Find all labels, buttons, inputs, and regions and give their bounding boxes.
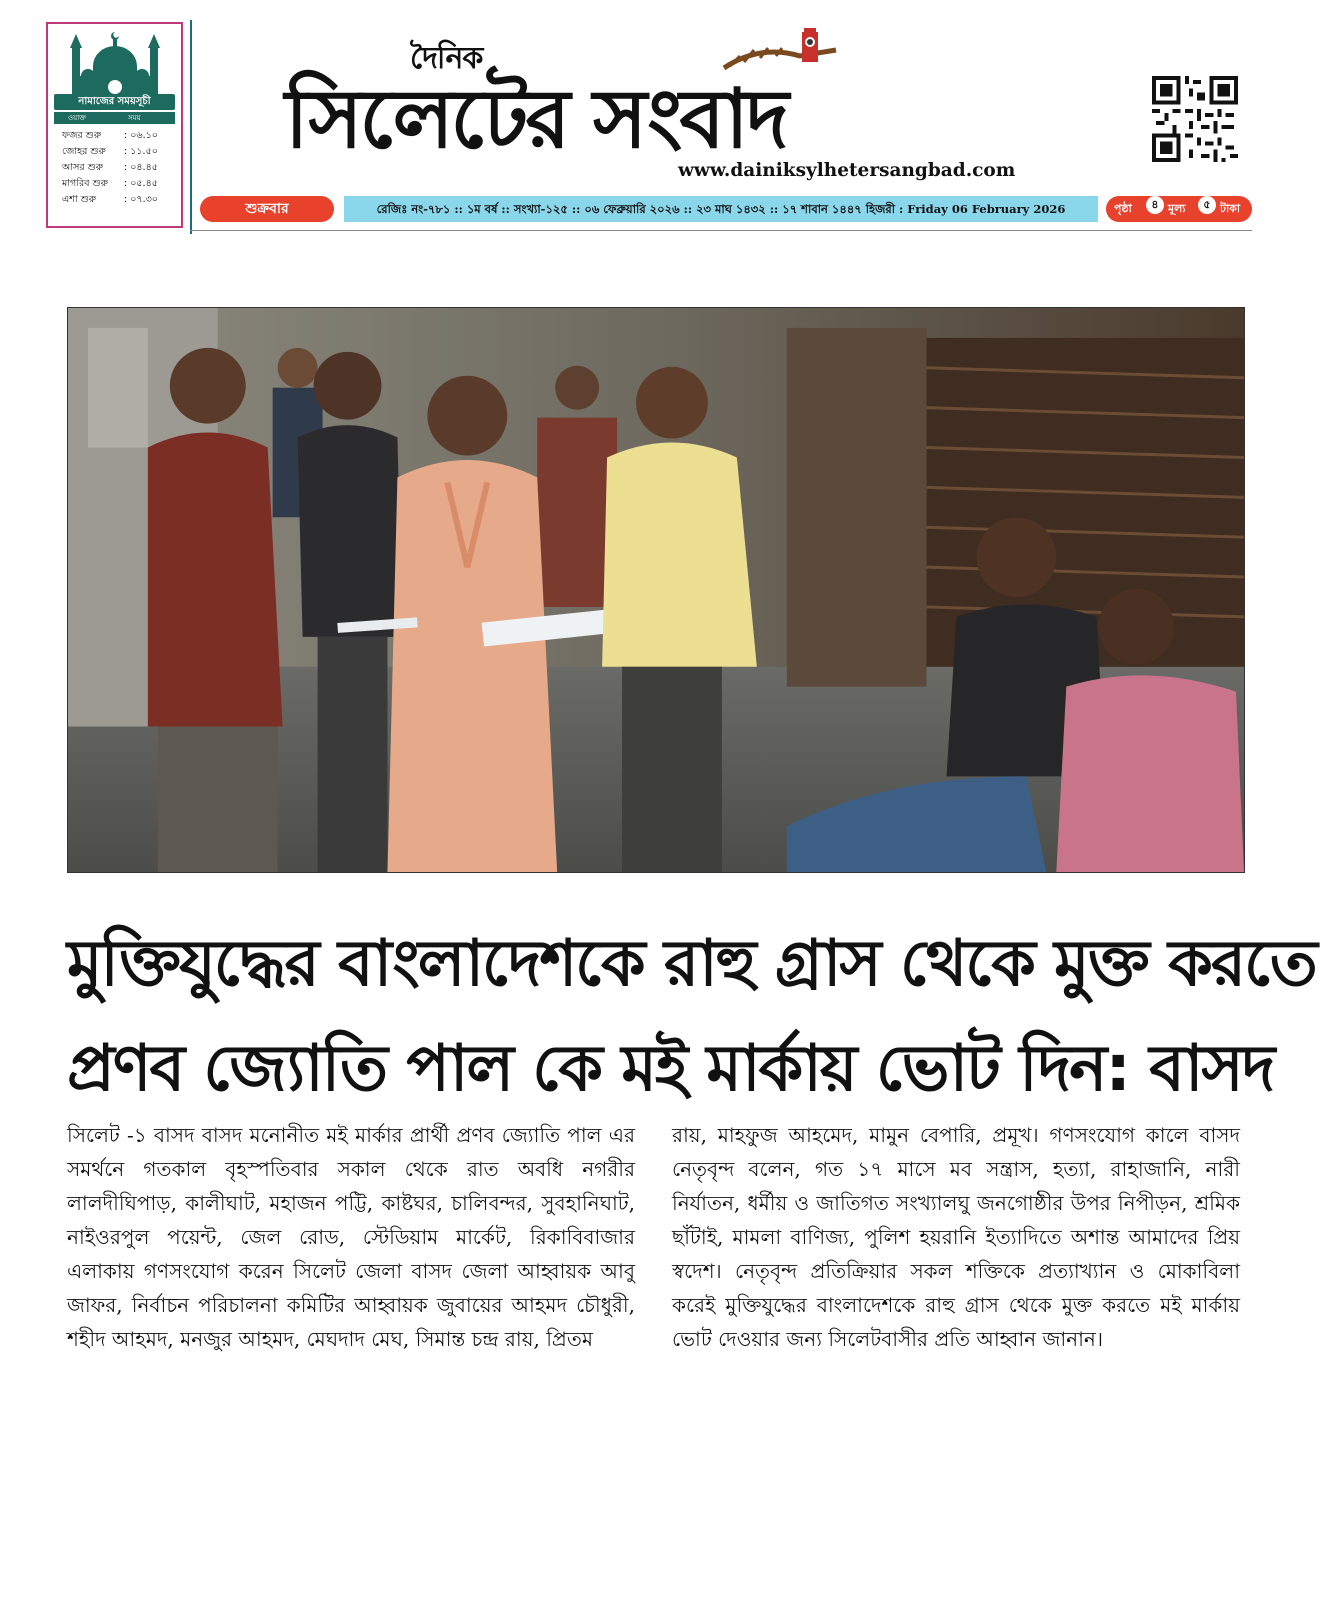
headline-line-1: মুক্তিযুদ্ধের বাংলাদেশকে রাহু গ্রাস থেকে মুক্ত করতে — [67, 927, 1316, 1001]
prayer-table-header — [54, 112, 175, 124]
prayer-row — [62, 128, 174, 144]
qr-code-icon — [1152, 76, 1238, 162]
prayer-row — [62, 176, 174, 192]
issue-info-bar: রেজিঃ নং-৭৮১ :: ১ম বর্ষ :: সংখ্যা-১২৫ :: ০৬ ফেব্রুয়ারি ২০২৬ :: ২৩ মাঘ ১৪৩২ :: ১৭ শাবান ১৪৪৭ হিজরী : Friday 06 February 2026 — [344, 196, 1098, 222]
header-divider — [190, 20, 192, 234]
header-rule — [190, 230, 1252, 231]
campaign-photo — [67, 307, 1245, 873]
pages-count: ৪ — [1146, 196, 1164, 214]
currency-label: টাকা — [1220, 202, 1241, 215]
prayer-name: ফজর শুরু — [62, 130, 102, 141]
prayer-name: মাগরিব শুরু — [62, 178, 108, 189]
prayer-row — [62, 160, 174, 176]
prayer-title: নামাজের সময়সূচী — [54, 94, 175, 110]
prayer-time: : ০৬.১০ — [124, 130, 158, 141]
prayer-time: : ০৪.৪৫ — [124, 162, 158, 173]
prayer-name: এশা শুরু — [62, 194, 97, 205]
prayer-name: আসর শুরু — [62, 162, 104, 173]
article-column-right: রায়, মাহফুজ আহমেদ, মামুন বেপারি, প্রমূখ। গণসংযোগ কালে বাসদ নেতৃবৃন্দ বলেন, গত ১৭ মাসে মব সন্ত্রাস, হত্যা, রাহাজানি, নারী নির্যাতন, ধর্মীয় ও জাতিগত সংখ্যালঘু জনগোষ্ঠীর উপর নিপীড়ন, শ্রমিক ছাঁটাই, মামলা বাণিজ্য, পুলিশ হয়রানি ইত্যাদিতে অশান্ত আমাদের প্রিয় স্বদেশ। নেতৃবৃন্দ প্রতিক্রিয়ার সকল শক্তিকে প্রত্যাখ্যান ও মোকাবিলা করেই মুক্তিযুদ্ধের বাংলাদেশকে রাহু গ্রাস থেকে মুক্ত করতে মই মার্কায় ভোট দেওয়ার জন্য সিলেটবাসীর প্রতি আহ্বান জানান। — [672, 1123, 1240, 1351]
article-column-left: সিলেট -১ বাসদ বাসদ মনোনীত মই মার্কার প্রার্থী প্রণব জ্যোতি পাল এর সমর্থনে গতকাল বৃহস্পতিবার সকাল থেকে রাত অবধি নগরীর লালদীঘিপাড়, কালীঘাট, মহাজন পট্টি, কাষ্টঘর, চালিবন্দর, সুবহানিঘাট, নাইওরপুল পয়েন্ট, জেল রোড, স্টেডিয়াম মার্কেট, রিকাবিবাজার এলাকায় গণসংযোগ করেন সিলেট জেলা বাসদ জেলা আহ্বায়ক আবু জাফর, নির্বাচন পরিচালনা কমিটির আহ্বায়ক জুবায়ের আহমদ চৌধুরী, শহীদ আহমদ, মনজুর আহমদ, মেঘদাদ মেঘ, সিমান্ত চন্দ্র রায়, প্রিতম — [67, 1123, 635, 1351]
prayer-time: : ০৫.৪৫ — [124, 178, 158, 189]
prayer-time: : ১১.৫০ — [124, 146, 158, 157]
prayer-row — [62, 144, 174, 160]
prayer-name: জোহর শুরু — [62, 146, 106, 157]
mosque-icon — [64, 30, 166, 94]
prayer-row — [62, 192, 174, 208]
headline-line-2: প্রণব জ্যোতি পাল কে মই মার্কায় ভোট দিন: বাসদ — [67, 1032, 1274, 1106]
prayer-times-box — [46, 22, 183, 228]
price-label: মূল্য — [1168, 202, 1186, 215]
website-url: www.dainiksylhetersangbad.com — [678, 160, 1016, 181]
prayer-col-time: সময় — [128, 114, 141, 122]
price-value: ৫ — [1198, 196, 1216, 214]
prayer-time: : ০৭.৩০ — [124, 194, 158, 205]
masthead-title: সিলেটের সংবাদ — [285, 72, 786, 167]
prayer-col-name: ওয়াক্ত — [68, 114, 87, 122]
pages-label: পৃষ্ঠা — [1114, 202, 1132, 215]
masthead-small-title: দৈনিক — [410, 41, 483, 76]
page-price-badge — [1106, 196, 1252, 222]
day-badge: শুক্রবার — [200, 196, 334, 222]
